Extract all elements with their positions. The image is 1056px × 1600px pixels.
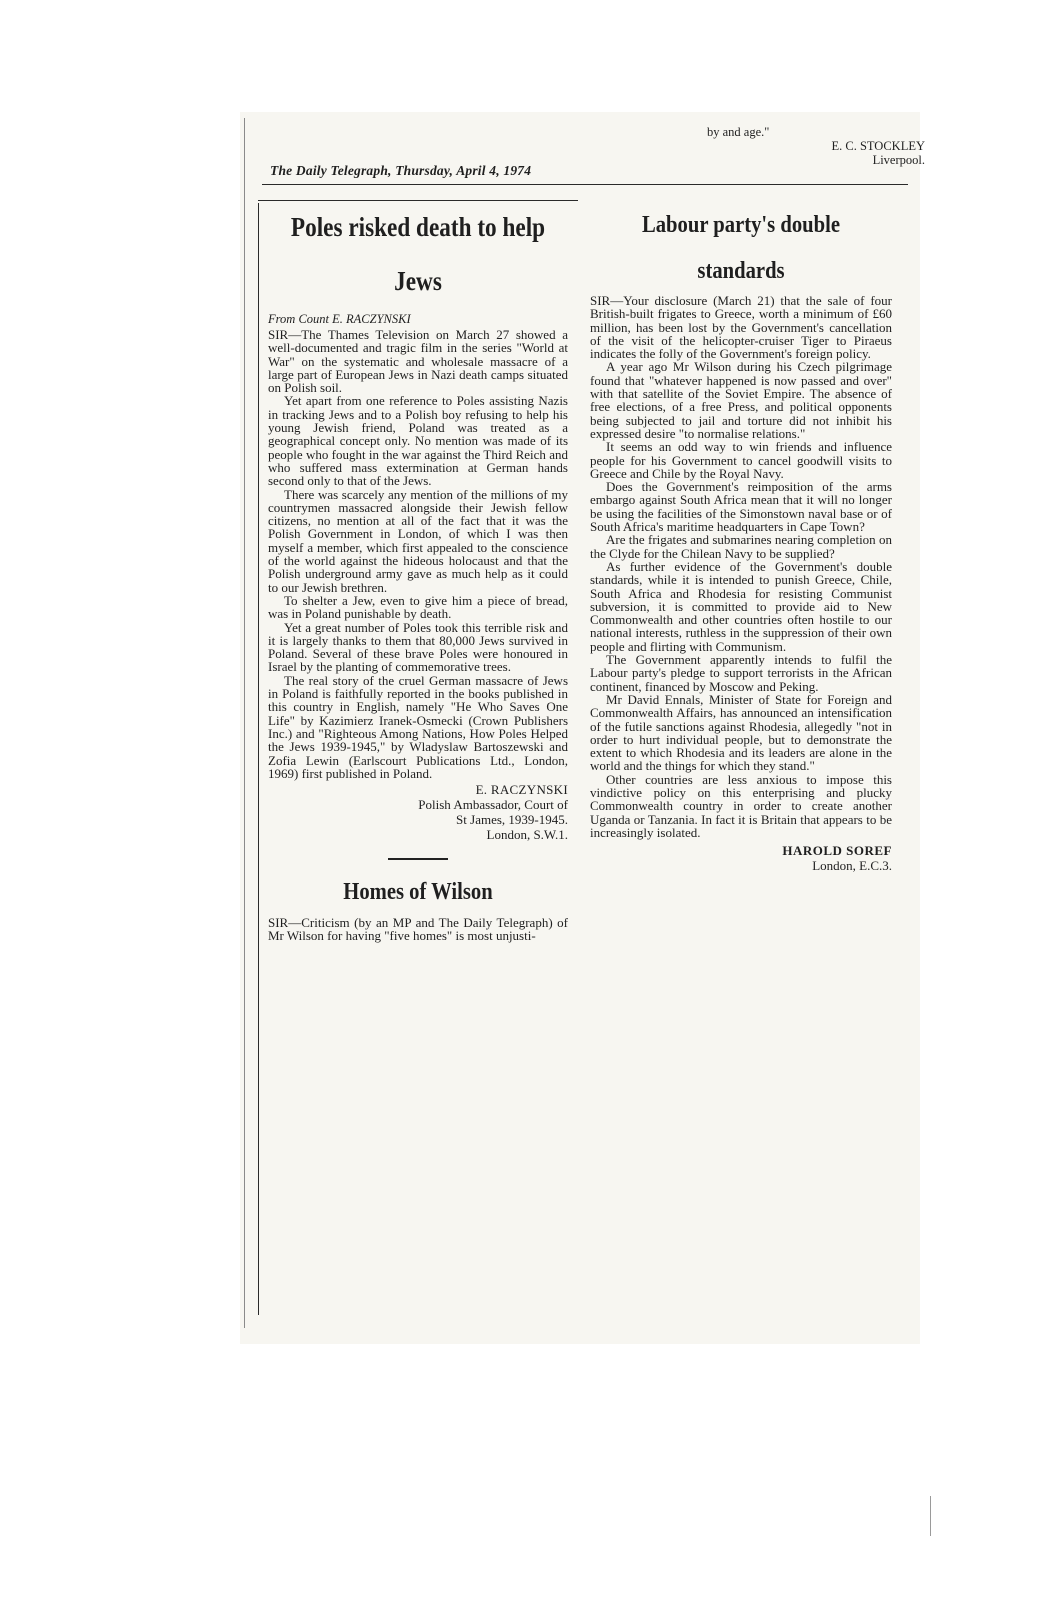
section-divider	[388, 858, 448, 860]
letter-paragraph: It seems an odd way to win friends and influence people for his Government to cancel goodwill visits to Greece and Chile by the Royal Navy.	[590, 439, 892, 481]
signature-name: HAROLD SOREF	[782, 843, 892, 859]
letter-signature	[268, 782, 568, 842]
previous-signature: E. C. STOCKLEY	[831, 139, 925, 153]
letter-paragraph: As further evidence of the Government's double standards, while it is intended to punish Greece, Chile, South Africa and Rhodesia for resisting Communist subversion, it is committed to provide aid to New Commonwealth and other countries often hostile to our national interests, ruthless in the suppression of their own people and flirting with Communism.	[590, 558, 892, 654]
signature-title-years: St James, 1939-1945.	[456, 812, 568, 828]
masthead: The Daily Telegraph, Thursday, April 4, 1974	[270, 163, 532, 178]
letter-paragraph: Mr David Ennals, Minister of State for Foreign and Commonwealth Affairs, has announced an intensification of the futile sanctions against Rhodesia, allegedly "not in order to hurt individual people, but to demonstrate the extent to which Rhodesia and its leaders are alone in the world and the things for which they stand."	[590, 691, 892, 774]
right-column	[590, 200, 892, 873]
previous-letter-end: by and age."	[707, 125, 770, 139]
letter-paragraph: SIR—The Thames Television on March 27 showed a well-documented and tragic film in the series "World at War" on the systematic and wholesale massacre of a large part of European Jews in Nazi death camps situated on Polish soil.	[268, 327, 568, 396]
previous-location: Liverpool.	[872, 153, 925, 167]
letter-paragraph: A year ago Mr Wilson during his Czech pilgrimage found that "whatever happened is now passed and over" with that satellite of the Soviet Empire. The absence of free elections, of a free Press, and political opponents being subjected to jail and torture did not inhibit his expressed desire "to normalise relations."	[590, 359, 892, 441]
headline-homes-of-wilson: Homes of Wilson	[343, 879, 493, 906]
letter-paragraph: The real story of the cruel German massacre of Jews in Poland is faithfully reported in the books published in this country in English, namely "He Who Saves One Life" by Kazimierz Iranek-Osmecki (Crown Publishers Inc.) and "Righteous Among Nations, How Poles Helped the Jews 1939-1945," by Wladyslaw Bartoszewski and Zofia Lewin (Earlscourt Publications Ltd., London, 1969) first published in Poland.	[268, 672, 568, 781]
left-column	[268, 200, 568, 943]
letter-paragraph: Are the frigates and submarines nearing completion on the Clyde for the Chilean Navy to be supplied?	[590, 532, 892, 561]
letter-paragraph: SIR—Your disclosure (March 21) that the sale of four British-built frigates to Greece, worth a minimum of £60 million, has been lost by the Government's cancellation of the visit of the helicopter-cruiser Tiger to Piraeus indicates the folly of the Government's foreign policy.	[590, 293, 892, 362]
byline: From Count E. RACZYNSKI	[268, 312, 411, 326]
scan-edge-mark	[930, 1496, 931, 1536]
letter-paragraph: To shelter a Jew, even to give him a piece of bread, was in Poland punishable by death.	[268, 592, 568, 622]
letter-paragraph: Does the Government's reimposition of the arms embargo against South Africa mean that it will no longer be using the facilities of the Simonstown naval base or of South Africa's maritime headquarters in Cape Town?	[590, 479, 892, 535]
headline-poles: Poles risked death to help Jews	[290, 212, 546, 296]
letter-signature	[590, 843, 892, 873]
signature-title: Polish Ambassador, Court of	[418, 797, 568, 813]
masthead-rule	[262, 184, 908, 185]
previous-letter-trail	[695, 125, 925, 167]
letter-paragraph: Other countries are less anxious to impose this vindictive policy on this enterprising and plucky Commonwealth country in order to create another Uganda or Tanzania. In fact it is Britain that appears to be increasingly isolated.	[590, 771, 892, 840]
letter-paragraph: SIR—Criticism (by an MP and The Daily Telegraph) of Mr Wilson for having "five homes" is most unjusti-	[268, 915, 568, 944]
letter-paragraph: There was scarcely any mention of the millions of my countrymen massacred alongside their Jewish fellow citizens, no mention at all of the fact that it was the Polish Government in London, of which I was then myself a member, which first appealed to the conscience of the world against the hideous holocaust and that the Polish underground army gave as much help as it could to our Jewish brethren.	[268, 486, 568, 595]
headline-labour-double-standards: Labour party's double standards	[641, 212, 841, 284]
letter-paragraph: The Government apparently intends to fulfil the Labour party's pledge to support terrorists in the African continent, financed by Moscow and Peking.	[590, 652, 892, 694]
signature-name: E. RACZYNSKI	[475, 782, 568, 798]
signature-location: London, S.W.1.	[486, 827, 568, 843]
letter-paragraph: Yet a great number of Poles took this terrible risk and it is largely thanks to them that 80,000 Jews survived in Poland. Several of these brave Poles were honoured in Israel by the planting of commemorative trees.	[268, 619, 568, 675]
signature-location: London, E.C.3.	[812, 858, 892, 874]
letter-paragraph: Yet apart from one reference to Poles assisting Nazis in tracking Jews and to a Polish boy refusing to help his young Jewish friend, Poland was treated as a geographical concept only. No mention was made of its people who fought in the war against the Third Reich and who suffered mass extermination at German hands second only to that of the Jews.	[268, 393, 568, 489]
clipping-edge-rule	[244, 118, 245, 1328]
column-side-rule	[258, 203, 259, 1315]
